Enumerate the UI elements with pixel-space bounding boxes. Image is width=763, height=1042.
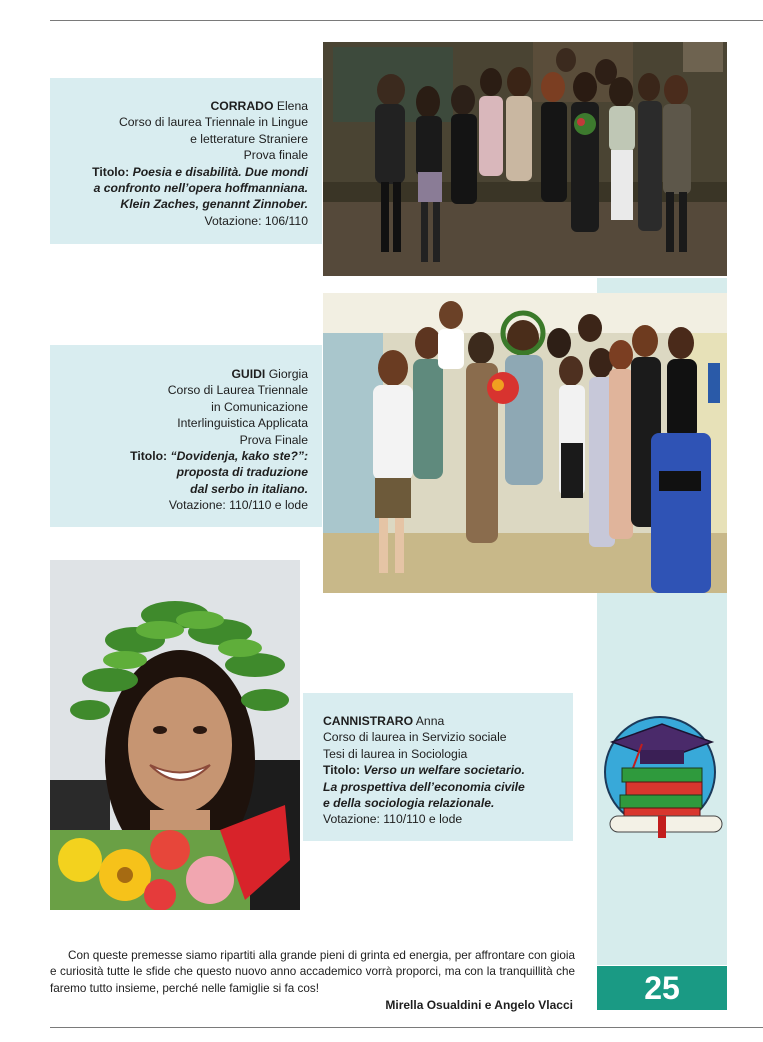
closing-paragraph: Con queste premesse siamo ripartiti alla grande pieni di grinta ed energia, per affrontare con gioia e curiosità tutte le sfide che questo nuovo anno accademico vorrà proporci, ma con la tranquillità che faremo tutto insieme, perché nelle famiglie si fa cos!	[50, 949, 575, 995]
course-line: Corso di laurea in Servizio sociale	[323, 730, 507, 745]
group-photo-corrado	[323, 42, 727, 276]
portrait-cannistraro	[50, 560, 300, 910]
bottom-rule	[50, 1027, 763, 1028]
thesis-title-line: proposta di traduzione	[176, 465, 308, 480]
entry-corrado-box	[50, 78, 322, 244]
thesis-title: Titolo: Verso un welfare societario.	[323, 763, 525, 778]
group-photo-guidi	[323, 293, 727, 593]
grade: Votazione: 110/110 e lode	[323, 812, 463, 827]
entry-name: CORRADO Elena	[210, 99, 308, 113]
grade: Votazione: 110/110 e lode	[168, 498, 308, 513]
course-line: Corso di laurea Triennale in Lingue	[118, 115, 308, 130]
entry-name: GUIDI Giorgia	[231, 367, 308, 381]
graduation-books-icon	[602, 712, 726, 840]
thesis-title-line: dal serbo in italiano.	[190, 481, 308, 496]
thesis-title: Titolo: “Dovidenja, kako ste?”:	[130, 449, 308, 464]
page-number: 25	[597, 966, 727, 1010]
course-line: e letterature Straniere	[190, 131, 308, 146]
thesis-title-line: e della sociologia relazionale.	[323, 796, 495, 811]
course-line: Interlinguistica Applicata	[177, 416, 308, 431]
entry-guidi-box	[50, 345, 322, 527]
entry-cannistraro-box	[303, 693, 573, 841]
thesis-title-line: La prospettiva dell’economia civile	[323, 779, 525, 794]
course-line: Tesi di laurea in Sociologia	[323, 746, 468, 761]
entry-name: CANNISTRARO Anna	[323, 714, 445, 728]
course-line: Prova finale	[243, 148, 308, 163]
signature: Mirella Osualdini e Angelo Vlacci	[385, 998, 573, 1012]
course-line: Prova Finale	[239, 432, 308, 447]
course-line: Corso di Laurea Triennale	[167, 383, 308, 398]
thesis-title-line: a confronto nell’opera hoffmanniana.	[93, 181, 308, 196]
top-rule	[50, 20, 763, 21]
thesis-title-line: Klein Zaches, genannt Zinnober.	[120, 197, 308, 212]
grade: Votazione: 106/110	[204, 213, 308, 228]
thesis-title: Titolo: Poesia e disabilità. Due mondi	[92, 164, 308, 179]
course-line: in Comunicazione	[211, 399, 308, 414]
